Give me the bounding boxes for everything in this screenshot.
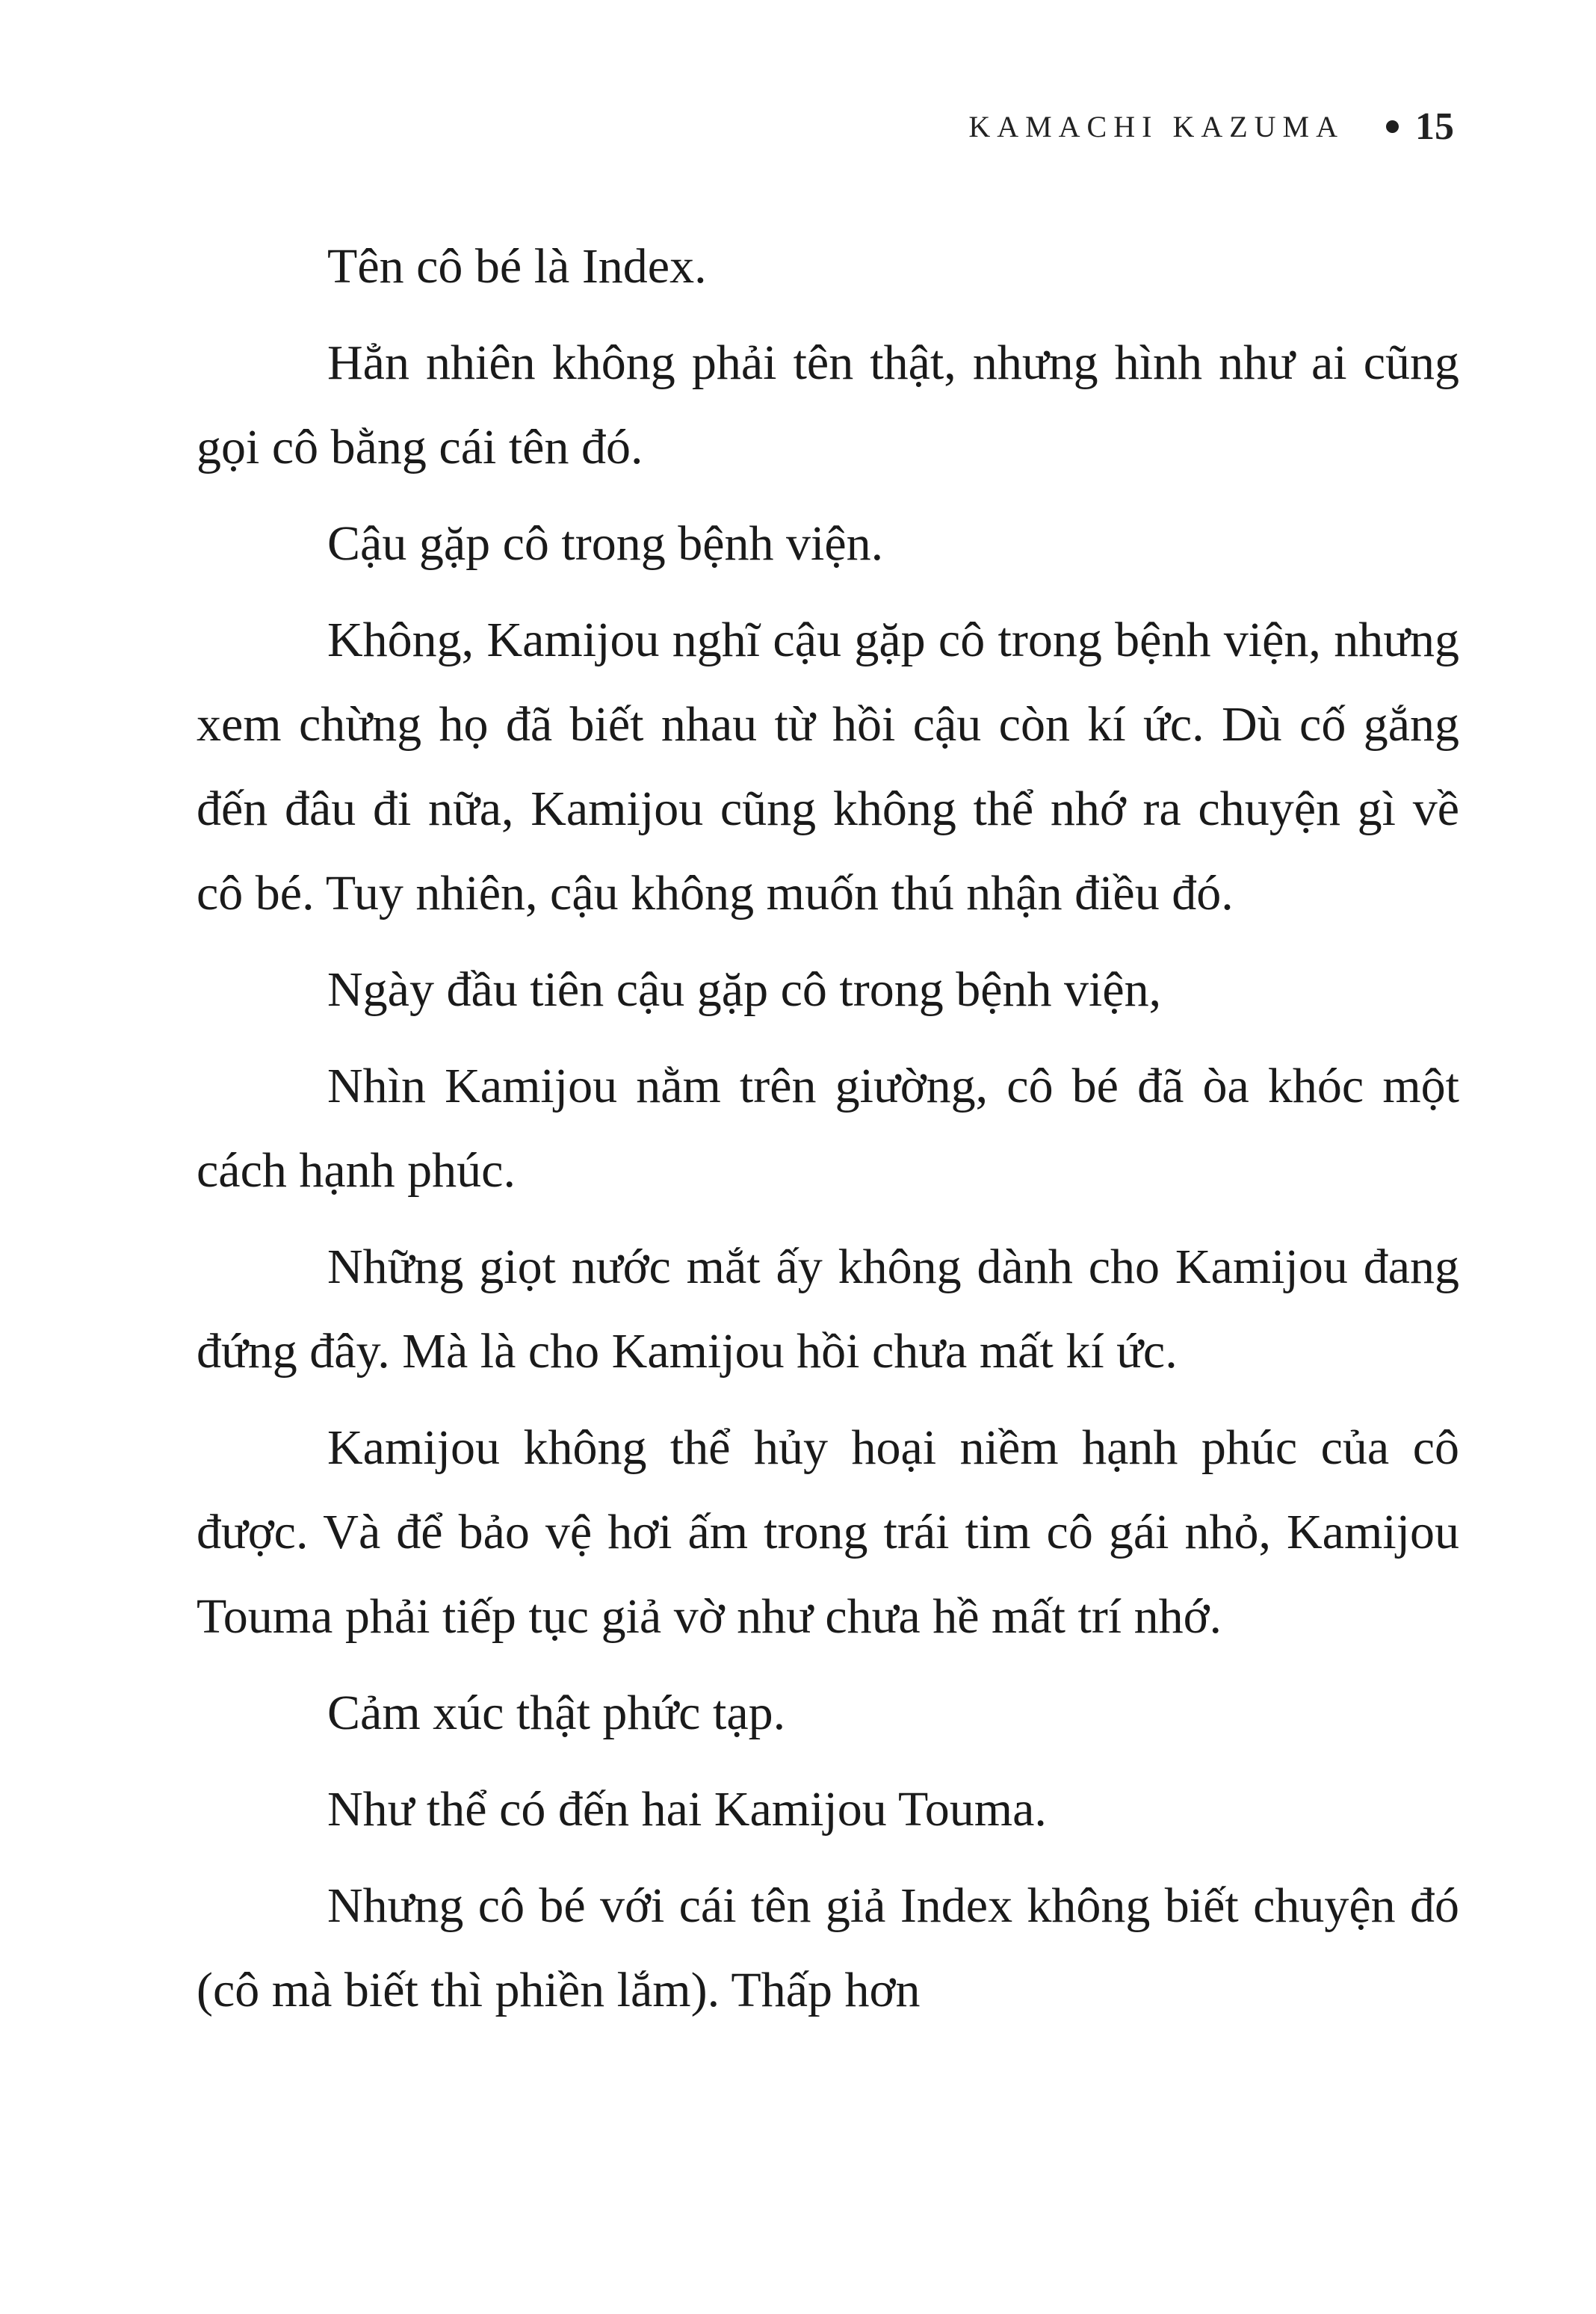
paragraph: Tên cô bé là Index. <box>327 239 707 294</box>
paragraph: Cảm xúc thật phức tạp. <box>327 1686 786 1740</box>
paragraph: Không, Kamijou nghĩ cậu gặp cô trong bệnh viện, nhưng xem chừng họ đã biết nhau từ hồi cậu còn kí ức. Dù cố gắng đến đâu đi nữa, Kamijou cũng không thể nhớ ra chuyện gì về cô bé. Tuy nhiên, cậu không muốn thú nhận điều đó. <box>197 613 1459 921</box>
paragraph: Nhưng cô bé với cái tên giả Index không biết chuyện đó (cô mà biết thì phiền lắm). Thấp hơn <box>197 1878 1459 2017</box>
paragraph: Như thể có đến hai Kamijou Touma. <box>327 1782 1047 1837</box>
paragraph: Nhìn Kamijou nằm trên giường, cô bé đã òa khóc một cách hạnh phúc. <box>197 1059 1459 1198</box>
paragraph: Hẳn nhiên không phải tên thật, nhưng hình như ai cũng gọi cô bằng cái tên đó. <box>197 335 1459 474</box>
body-text <box>197 224 1459 2044</box>
bullet-separator <box>1386 120 1399 133</box>
author-name: KAMACHI KAZUMA <box>968 110 1344 143</box>
page-number: 15 <box>1415 105 1454 148</box>
paragraph: Những giọt nước mắt ấy không dành cho Kamijou đang đứng đây. Mà là cho Kamijou hồi chưa mất kí ức. <box>197 1240 1459 1379</box>
paragraph: Cậu gặp cô trong bệnh viện. <box>327 516 884 571</box>
paragraph: Ngày đầu tiên cậu gặp cô trong bệnh viện, <box>327 962 1162 1017</box>
running-header <box>968 105 1454 149</box>
paragraph: Kamijou không thể hủy hoại niềm hạnh phúc của cô được. Và để bảo vệ hơi ấm trong trái tim cô gái nhỏ, Kamijou Touma phải tiếp tục giả vờ như chưa hề mất trí nhớ. <box>197 1420 1459 1644</box>
